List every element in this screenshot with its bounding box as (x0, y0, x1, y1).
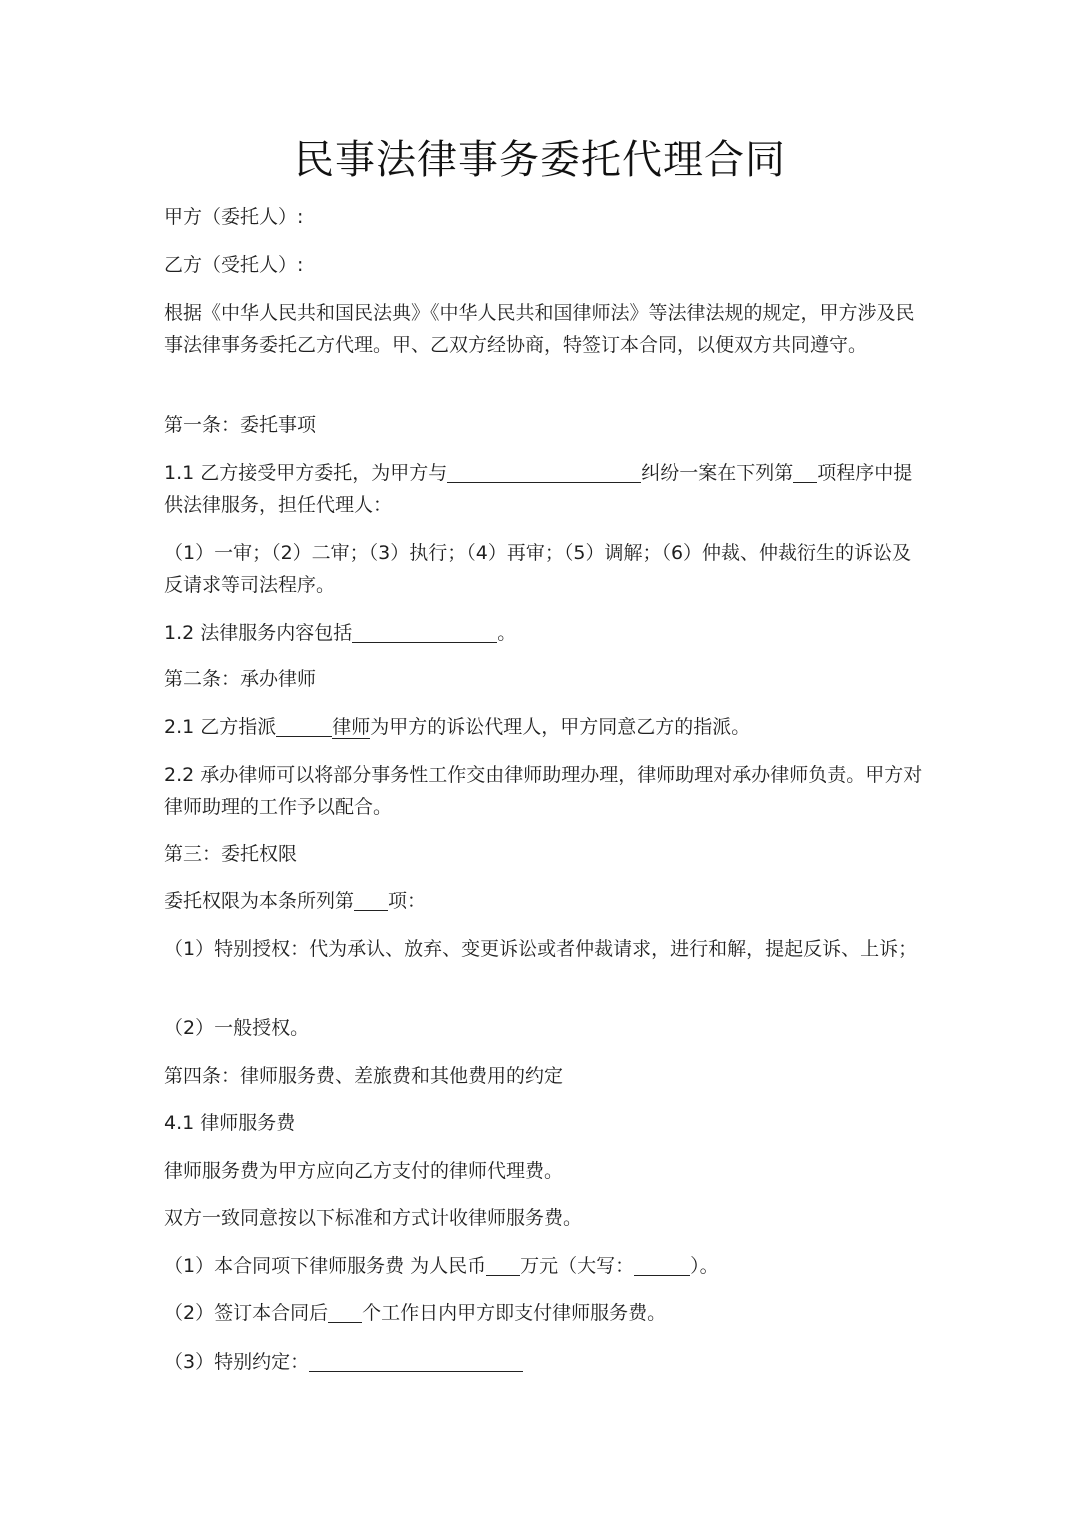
fee-amount-prefix: （1）本合同项下律师服务费 为人民币 (164, 1255, 487, 1277)
payment-term-suffix: 个工作日内甲方即支付律师服务费。 (362, 1302, 667, 1324)
fee-definition: 律师服务费为甲方应向乙方支付的律师代理费。 (164, 1160, 564, 1182)
clause-2-1-suffix: 为甲方的诉讼代理人，甲方同意乙方的指派。 (370, 716, 751, 738)
special-agreement-blank (309, 1349, 523, 1372)
fee-amount-blank (486, 1253, 520, 1276)
clause-2-1-prefix: 2.1 乙方指派 (164, 716, 277, 738)
authority-intro (164, 885, 924, 917)
special-agreement-line (164, 1346, 924, 1378)
special-agreement-prefix: （3）特别约定： (164, 1351, 310, 1373)
fee-amount-suffix: ）。 (690, 1255, 719, 1277)
authority-intro-prefix: 委托权限为本条所列第 (164, 890, 355, 912)
fee-agreement: 双方一致同意按以下标准和方式计收律师服务费。 (164, 1207, 583, 1229)
clause-1-1 (164, 457, 924, 521)
document-title: 民事法律事务委托代理合同 (294, 137, 786, 183)
article-2-heading: 第二条：承办律师 (164, 668, 317, 690)
service-content-blank (352, 620, 497, 643)
authority-intro-suffix: 项： (388, 890, 427, 912)
dispute-party-blank (447, 460, 641, 483)
special-authority-item: （1）特别授权：代为承认、放弃、变更诉讼或者仲裁请求，进行和解，提起反诉、上诉； (164, 938, 918, 960)
clause-2-2: 2.2 承办律师可以将部分事务性工作交由律师助理办理，律师助理对承办律师负责。甲方对律师助理的工作予以配合。 (164, 764, 923, 818)
article-4-heading: 第四条：律师服务费、差旅费和其他费用的约定 (164, 1065, 564, 1087)
procedure-number-blank (793, 460, 817, 483)
payment-term-line (164, 1297, 924, 1329)
payment-term-prefix: （2）签订本合同后 (164, 1302, 329, 1324)
fee-uppercase-blank (634, 1253, 690, 1276)
clause-2-1 (164, 711, 924, 743)
clause-1-2 (164, 617, 924, 649)
clause-2-1-lawyer: 律师 (332, 716, 371, 738)
article-3-heading: 第三：委托权限 (164, 843, 298, 865)
party-a-line: 甲方（委托人）: (164, 206, 304, 228)
authority-item-blank (354, 888, 388, 911)
clause-1-2-prefix: 1.2 法律服务内容包括 (164, 622, 353, 644)
lawyer-name-blank (276, 714, 332, 737)
payment-days-blank (328, 1300, 362, 1323)
clause-4-1: 4.1 律师服务费 (164, 1112, 296, 1134)
fee-amount-line (164, 1250, 924, 1282)
clause-1-1-suffix: 项程序中提供法律服务，担任代理人： (164, 462, 913, 516)
procedures-list: （1）一审；（2）二审；（3）执行；（4）再审；（5）调解；（6）仲裁、仲裁衍生的诉讼及反请求等司法程序。 (164, 542, 912, 596)
preamble-paragraph: 根据《中华人民共和国民法典》《中华人民共和国律师法》等法律法规的规定，甲方涉及民事法律事务委托乙方代理。甲、乙双方经协商，特签订本合同，以便双方共同遵守。 (164, 302, 915, 356)
clause-1-1-mid: 纠纷一案在下列第 (641, 462, 794, 484)
general-authority-item: （2）一般授权。 (164, 1017, 310, 1039)
clause-1-1-prefix: 1.1 乙方接受甲方委托，为甲方与 (164, 462, 448, 484)
article-1-heading: 第一条：委托事项 (164, 414, 317, 436)
clause-1-2-suffix: 。 (497, 622, 517, 644)
fee-amount-mid: 万元（大写： (520, 1255, 635, 1277)
party-b-line: 乙方（受托人）: (164, 254, 304, 276)
